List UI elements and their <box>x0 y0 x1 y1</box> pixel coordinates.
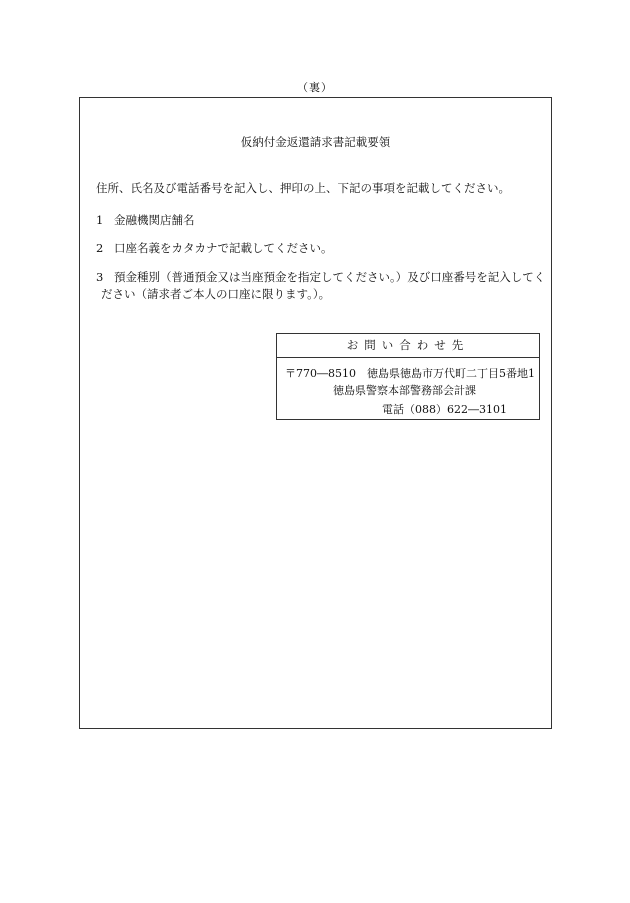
page-side-label: （裏） <box>297 81 333 94</box>
item-text: 口座名義をカタカナで記載してください。 <box>114 241 333 255</box>
document-title: 仮納付金返還請求書記載要領 <box>240 135 391 149</box>
contact-heading: お問い合わせ先 <box>277 334 539 358</box>
item-number: 2 <box>96 241 104 255</box>
instruction-item <box>96 240 333 256</box>
intro-text: 住所、氏名及び電話番号を記入し、押印の上、下記の事項を記載してください。 <box>96 181 510 195</box>
item-text-continuation: ださい（請求者ご本人の口座に限ります。）。 <box>101 287 331 301</box>
contact-box <box>276 333 540 420</box>
item-number: 3 <box>96 270 104 284</box>
contact-address: 〒770―8510 徳島県徳島市万代町二丁目5番地1 <box>285 367 535 380</box>
contact-phone: 電話（088）622―3101 <box>382 403 507 416</box>
instruction-item <box>96 269 545 285</box>
contact-department: 徳島県警察本部警務部会計課 <box>333 384 476 397</box>
item-text: 預金種別（普通預金又は当座預金を指定してください。）及び口座番号を記入してく <box>114 270 546 284</box>
instruction-item <box>96 212 195 228</box>
item-text: 金融機関店舗名 <box>114 213 195 227</box>
item-number: 1 <box>96 213 104 227</box>
